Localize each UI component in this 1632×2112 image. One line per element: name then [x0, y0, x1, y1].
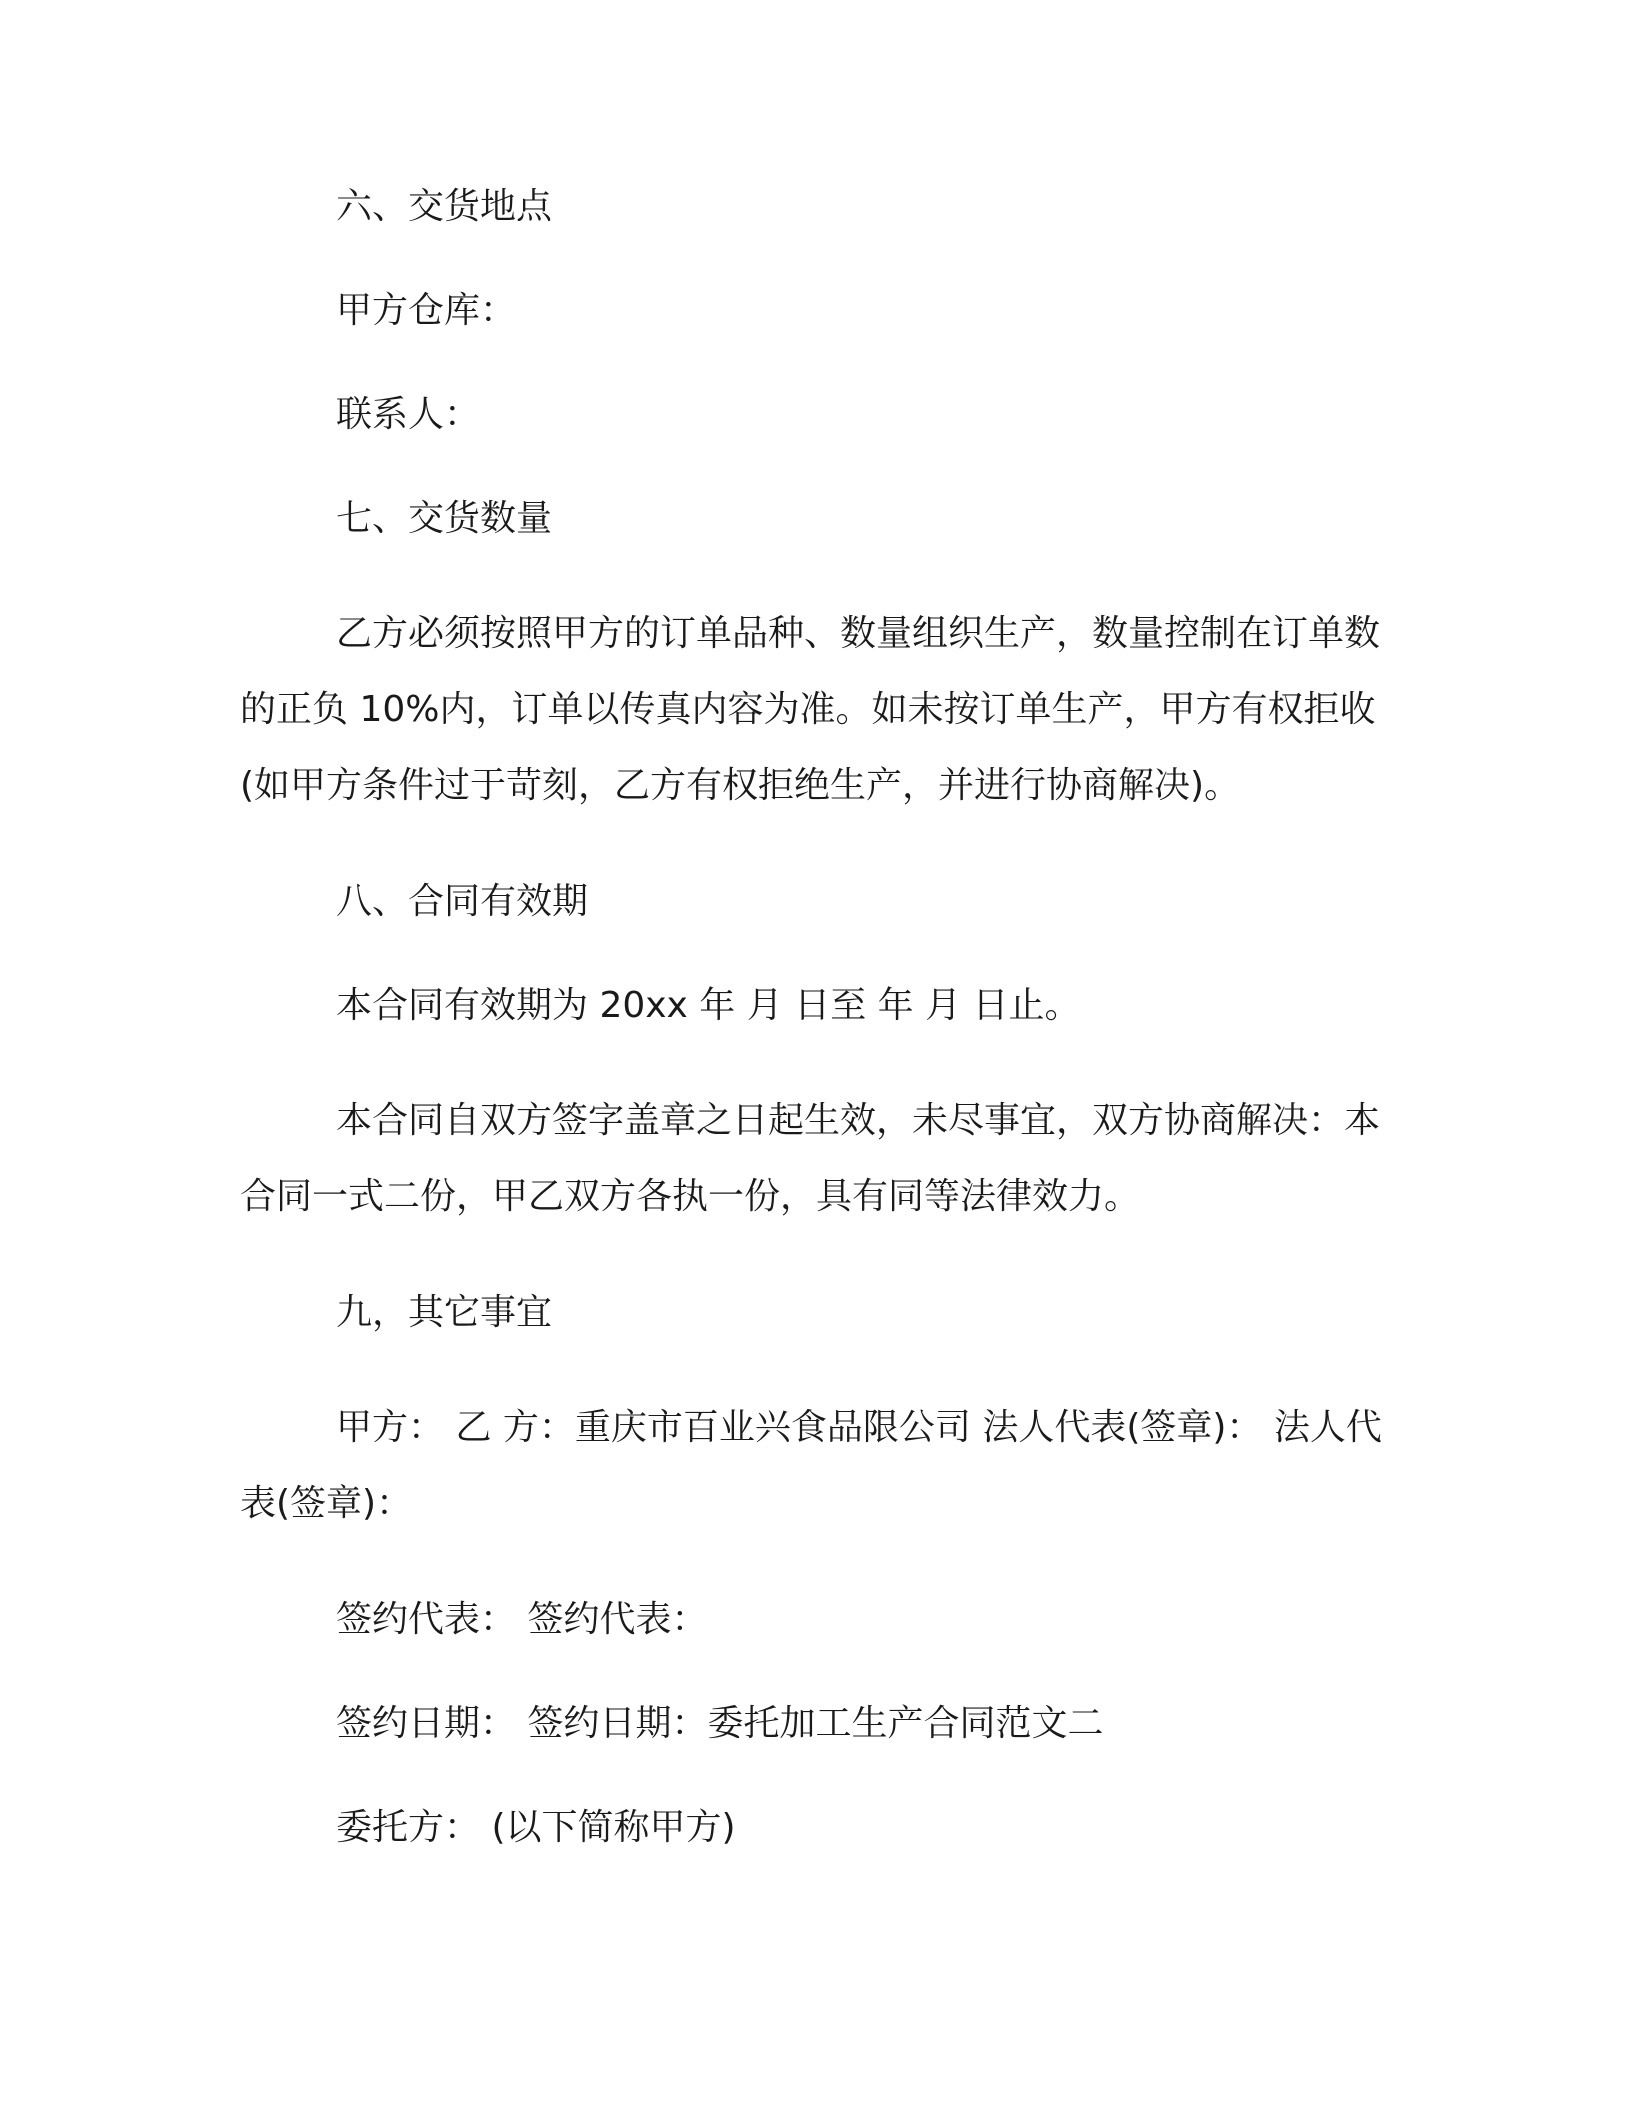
entrusting-party-line: 委托方： (以下简称甲方) [336, 1807, 736, 1848]
section-heading-delivery-quantity: 七、交货数量 [336, 498, 553, 539]
section-heading-contract-validity: 八、合同有效期 [336, 881, 589, 922]
signing-representative-line: 签约代表： 签约代表： [336, 1599, 708, 1640]
contract-effect-paragraph: 本合同自双方签字盖章之日起生效，未尽事宜，双方协商解决：本合同一式二份，甲乙双方各执一份，具有同等法律效力。 [240, 1100, 1381, 1217]
party-a-warehouse-line: 甲方仓库： [336, 290, 517, 331]
parties-signature-paragraph: 甲方： 乙 方：重庆市百业兴食品限公司 法人代表(签章)： 法人代表(签章)： [240, 1407, 1382, 1524]
contract-validity-line: 本合同有效期为 20xx 年 月 日至 年 月 日止。 [336, 985, 1081, 1026]
signing-date-line: 签约日期： 签约日期：委托加工生产合同范文二 [336, 1703, 1104, 1744]
contact-person-line: 联系人： [336, 394, 481, 435]
section-heading-other-matters: 九，其它事宜 [336, 1292, 553, 1333]
delivery-quantity-paragraph: 乙方必须按照甲方的订单品种、数量组织生产，数量控制在订单数的正负 10%内，订单以传真内容为准。如未按订单生产，甲方有权拒收(如甲方条件过于苛刻，乙方有权拒绝生产，并进行协商解决)。 [240, 613, 1381, 806]
document-body [240, 180, 1392, 1905]
section-heading-delivery-location: 六、交货地点 [336, 186, 553, 227]
